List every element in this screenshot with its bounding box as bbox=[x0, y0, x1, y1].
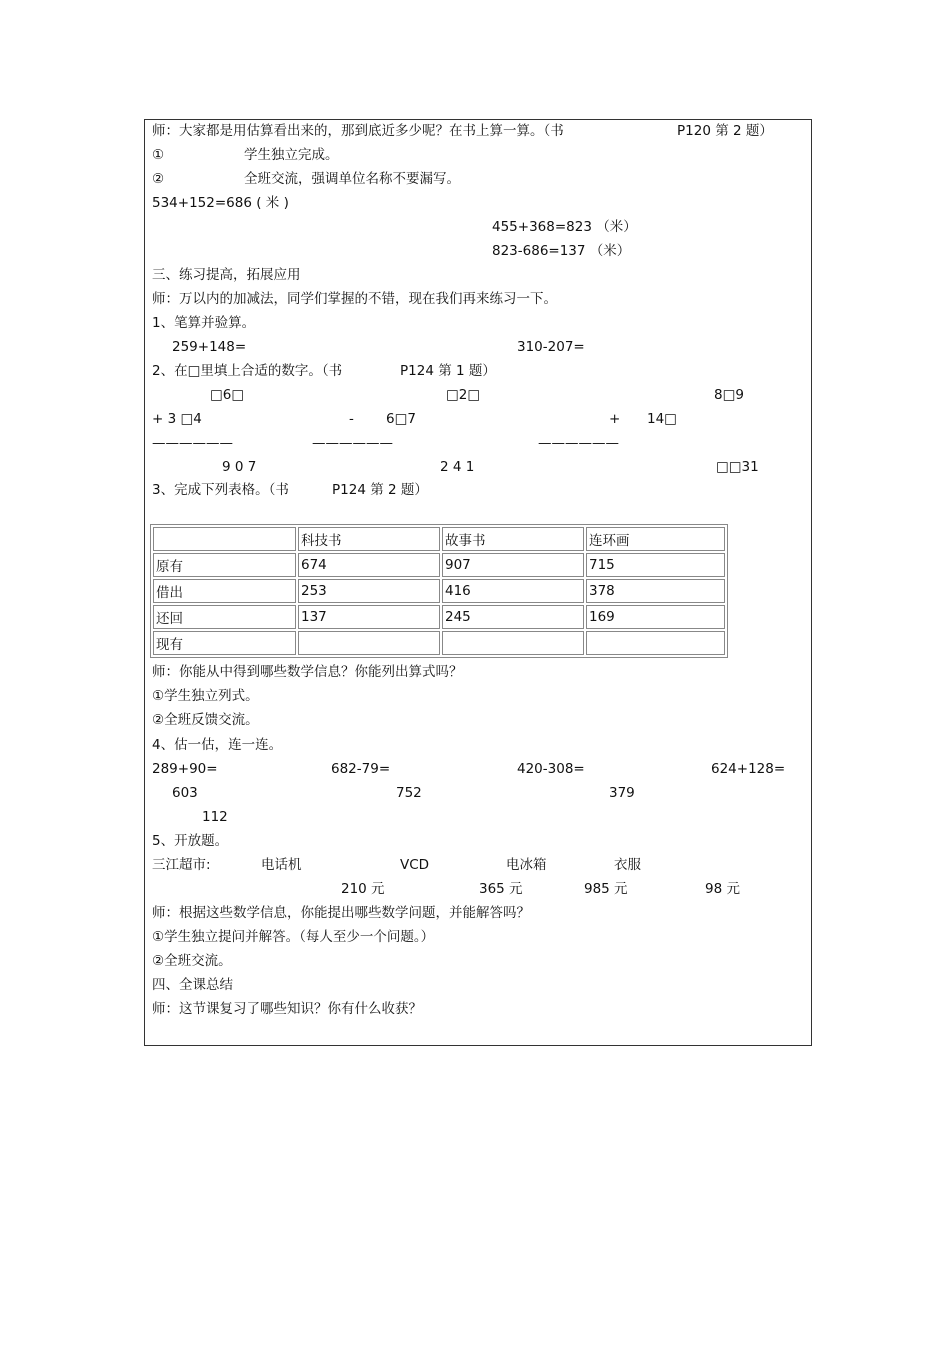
vertical-calc-operator: - bbox=[349, 411, 354, 427]
vertical-calc-operand: 14□ bbox=[647, 411, 677, 427]
step-text: ①学生独立提问并解答。（每人至少一个问题。） bbox=[152, 929, 435, 945]
table-header-cell: 连环画 bbox=[586, 527, 725, 551]
step-text: ①学生独立列式。 bbox=[152, 688, 259, 704]
exercise-title: 5、开放题。 bbox=[152, 833, 229, 849]
exercise-title: 3、完成下列表格。（书 bbox=[152, 482, 289, 498]
estimate-answer: 603 bbox=[172, 785, 198, 801]
vertical-calc-operand: + 3 □4 bbox=[152, 411, 202, 427]
store-name: 三江超市: bbox=[152, 857, 211, 873]
table-row bbox=[153, 605, 725, 629]
table-cell: 674 bbox=[298, 553, 440, 577]
book-reference: P120 第 2 题） bbox=[677, 123, 773, 139]
table-cell bbox=[586, 631, 725, 655]
table-cell: 253 bbox=[298, 579, 440, 603]
equation: 534+152=686 ( 米 ) bbox=[152, 195, 289, 211]
estimate-answer: 379 bbox=[609, 785, 635, 801]
table-row bbox=[153, 553, 725, 577]
vertical-calc-rule: —————— bbox=[152, 435, 233, 451]
product-name: VCD bbox=[400, 857, 430, 873]
equation: 823-686=137 （米） bbox=[492, 243, 631, 259]
exercise-expression: 310-207= bbox=[517, 339, 585, 355]
table-cell bbox=[153, 527, 296, 551]
table-row bbox=[153, 631, 725, 655]
estimate-expression: 420-308= bbox=[517, 761, 585, 777]
estimate-answer: 752 bbox=[396, 785, 422, 801]
step-number: ② bbox=[152, 171, 165, 187]
exercise-title: 1、笔算并验算。 bbox=[152, 315, 256, 331]
table-header-cell: 故事书 bbox=[442, 527, 584, 551]
book-table bbox=[150, 524, 728, 658]
product-price: 210 元 bbox=[341, 881, 385, 897]
product-name: 电冰箱 bbox=[506, 857, 547, 873]
teacher-question: 师：根据这些数学信息，你能提出哪些数学问题，并能解答吗？ bbox=[152, 905, 530, 921]
product-name: 衣服 bbox=[614, 857, 641, 873]
table-cell: 416 bbox=[442, 579, 584, 603]
table-row-label: 借出 bbox=[153, 579, 296, 603]
table-header-row bbox=[153, 527, 725, 551]
table-cell: 137 bbox=[298, 605, 440, 629]
estimate-expression: 289+90= bbox=[152, 761, 218, 777]
estimate-expression: 624+128= bbox=[711, 761, 786, 777]
product-price: 985 元 bbox=[584, 881, 628, 897]
step-text: ②全班反馈交流。 bbox=[152, 712, 259, 728]
step-number: ① bbox=[152, 147, 165, 163]
teacher-question: 师：你能从中得到哪些数学信息？你能列出算式吗？ bbox=[152, 664, 463, 680]
vertical-calc-result: □□31 bbox=[716, 459, 759, 475]
vertical-calc-operand: 6□7 bbox=[386, 411, 416, 427]
vertical-calc-result: 9 0 7 bbox=[222, 459, 257, 475]
vertical-calc-top: □6□ bbox=[210, 387, 245, 403]
table-row-label: 还回 bbox=[153, 605, 296, 629]
equation: 455+368=823 （米） bbox=[492, 219, 637, 235]
teacher-question: 师：这节课复习了哪些知识？你有什么收获？ bbox=[152, 1001, 422, 1017]
table-cell bbox=[298, 631, 440, 655]
estimate-answer: 112 bbox=[202, 809, 228, 825]
vertical-calc-rule: —————— bbox=[312, 435, 393, 451]
exercise-title: 2、在□里填上合适的数字。（书 bbox=[152, 363, 343, 379]
exercise-title: 4、估一估，连一连。 bbox=[152, 737, 283, 753]
table-row bbox=[153, 579, 725, 603]
book-reference: P124 第 1 题） bbox=[400, 363, 496, 379]
estimate-expression: 682-79= bbox=[331, 761, 391, 777]
table-cell: 169 bbox=[586, 605, 725, 629]
vertical-calc-operator: + bbox=[609, 411, 621, 427]
table-cell: 245 bbox=[442, 605, 584, 629]
vertical-calc-top: 8□9 bbox=[714, 387, 744, 403]
step-text: 学生独立完成。 bbox=[244, 147, 339, 163]
vertical-calc-result: 2 4 1 bbox=[440, 459, 475, 475]
table-cell: 378 bbox=[586, 579, 725, 603]
vertical-calc-top: □2□ bbox=[446, 387, 481, 403]
product-name: 电话机 bbox=[261, 857, 302, 873]
exercise-expression: 259+148= bbox=[172, 339, 247, 355]
table-cell: 907 bbox=[442, 553, 584, 577]
table-header-cell: 科技书 bbox=[298, 527, 440, 551]
table-row-label: 原有 bbox=[153, 553, 296, 577]
table-cell: 715 bbox=[586, 553, 725, 577]
teacher-intro: 师：万以内的加减法，同学们掌握的不错，现在我们再来练习一下。 bbox=[152, 291, 557, 307]
section-heading: 四、全课总结 bbox=[152, 977, 233, 993]
step-text: ②全班交流。 bbox=[152, 953, 232, 969]
step-text: 全班交流，强调单位名称不要漏写。 bbox=[244, 171, 460, 187]
product-price: 365 元 bbox=[479, 881, 523, 897]
vertical-calc-rule: —————— bbox=[538, 435, 619, 451]
section-heading: 三、练习提高，拓展应用 bbox=[152, 267, 301, 283]
teacher-question-line: 师：大家都是用估算看出来的，那到底近多少呢？在书上算一算。（书 bbox=[152, 123, 564, 139]
book-reference: P124 第 2 题） bbox=[332, 482, 428, 498]
table-row-label: 现有 bbox=[153, 631, 296, 655]
product-price: 98 元 bbox=[705, 881, 740, 897]
table-cell bbox=[442, 631, 584, 655]
